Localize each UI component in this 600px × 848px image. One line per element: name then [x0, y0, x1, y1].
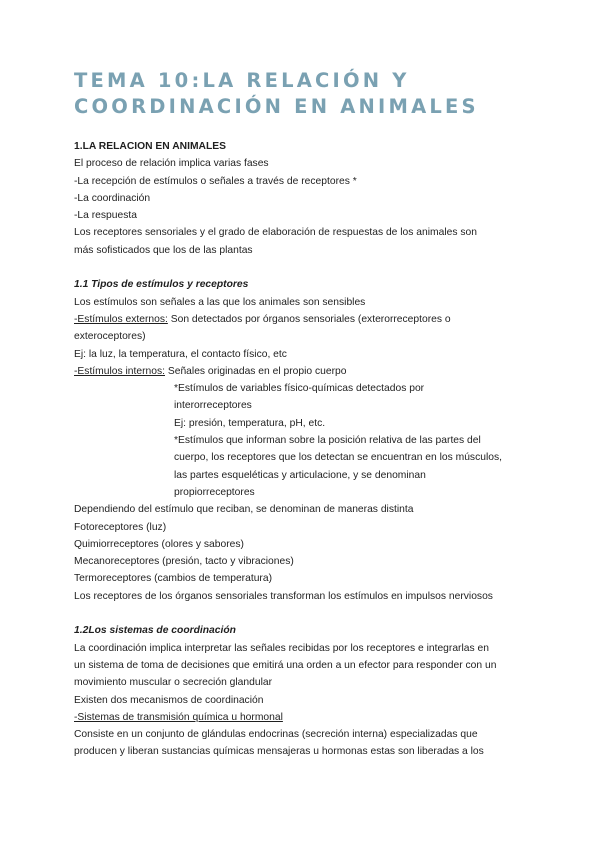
indented-line: cuerpo, los receptores que los detectan se encuentran en los músculos,	[174, 452, 502, 464]
paragraph-line: Mecanoreceptores (presión, tacto y vibraciones)	[74, 556, 294, 568]
title-line-2: COORDINACIÓN EN ANIMALES	[74, 95, 479, 118]
paragraph-line: Fotoreceptores (luz)	[74, 521, 167, 533]
document-title	[74, 68, 534, 120]
externos-text: Son detectados por órganos sensoriales (exterorreceptores o	[167, 313, 451, 325]
paragraph-line: -La recepción de estímulos o señales a través de receptores *	[74, 175, 357, 187]
indented-line: *Estímulos de variables físico-químicas detectados por	[174, 383, 425, 395]
paragraph-line: un sistema de toma de decisiones que emitirá una orden a un efector para responder con un	[74, 659, 497, 671]
internos-text: Señales originadas en el propio cuerpo	[165, 365, 347, 377]
paragraph-line: Termoreceptores (cambios de temperatura)	[74, 573, 273, 585]
section-1-2-heading: 1.2Los sistemas de coordinación	[74, 625, 236, 637]
paragraph-line: Existen dos mecanismos de coordinación	[74, 694, 264, 706]
paragraph-line: movimiento muscular o secreción glandular	[74, 677, 273, 689]
paragraph-line: Quimiorreceptores (olores y sabores)	[74, 538, 244, 550]
paragraph-line: Los estímulos son señales a las que los animales son sensibles	[74, 296, 366, 308]
internos-label: -Estímulos internos:	[74, 365, 165, 377]
indented-line: propiorreceptores	[174, 486, 255, 498]
paragraph-line: Los receptores de los órganos sensoriales transforman los estímulos en impulsos nerviosos	[74, 590, 493, 602]
indented-line: Ej: presión, temperatura, pH, etc.	[174, 417, 326, 429]
document-body	[74, 138, 544, 761]
paragraph-line: Ej: la luz, la temperatura, el contacto físico, etc	[74, 348, 287, 360]
section-1-1-heading: 1.1 Tipos de estímulos y receptores	[74, 279, 249, 291]
paragraph-line: Consiste en un conjunto de glándulas endocrinas (secreción interna) especializadas que	[74, 729, 478, 741]
paragraph-line: La coordinación implica interpretar las señales recibidas por los receptores e integrarlas en	[74, 642, 489, 654]
indented-line: interorreceptores	[174, 400, 252, 412]
paragraph-line: -La respuesta	[74, 210, 137, 222]
externos-line	[74, 311, 544, 328]
title-line-1: TEMA 10:LA RELACIÓN Y	[74, 69, 410, 92]
paragraph-line: exteroceptores)	[74, 331, 146, 343]
paragraph-line: El proceso de relación implica varias fases	[74, 158, 269, 170]
internos-line	[74, 363, 544, 380]
paragraph-line: más sofisticados que los de las plantas	[74, 244, 253, 256]
paragraph-line: -La coordinación	[74, 192, 151, 204]
subsection-label: -Sistemas de transmisión química u hormonal	[74, 711, 283, 723]
indented-line: *Estímulos que informan sobre la posición relativa de las partes del	[174, 435, 481, 447]
section-1-heading: 1.LA RELACION EN ANIMALES	[74, 141, 226, 152]
indented-line: las partes esqueléticas y articulacione, y se denominan	[174, 469, 426, 481]
paragraph-line: Los receptores sensoriales y el grado de elaboración de respuestas de los animales son	[74, 227, 477, 239]
paragraph-line: Dependiendo del estímulo que reciban, se denominan de maneras distinta	[74, 504, 414, 516]
externos-label: -Estímulos externos:	[74, 313, 168, 325]
paragraph-line: producen y liberan sustancias químicas mensajeras u hormonas estas son liberadas a los	[74, 746, 484, 758]
